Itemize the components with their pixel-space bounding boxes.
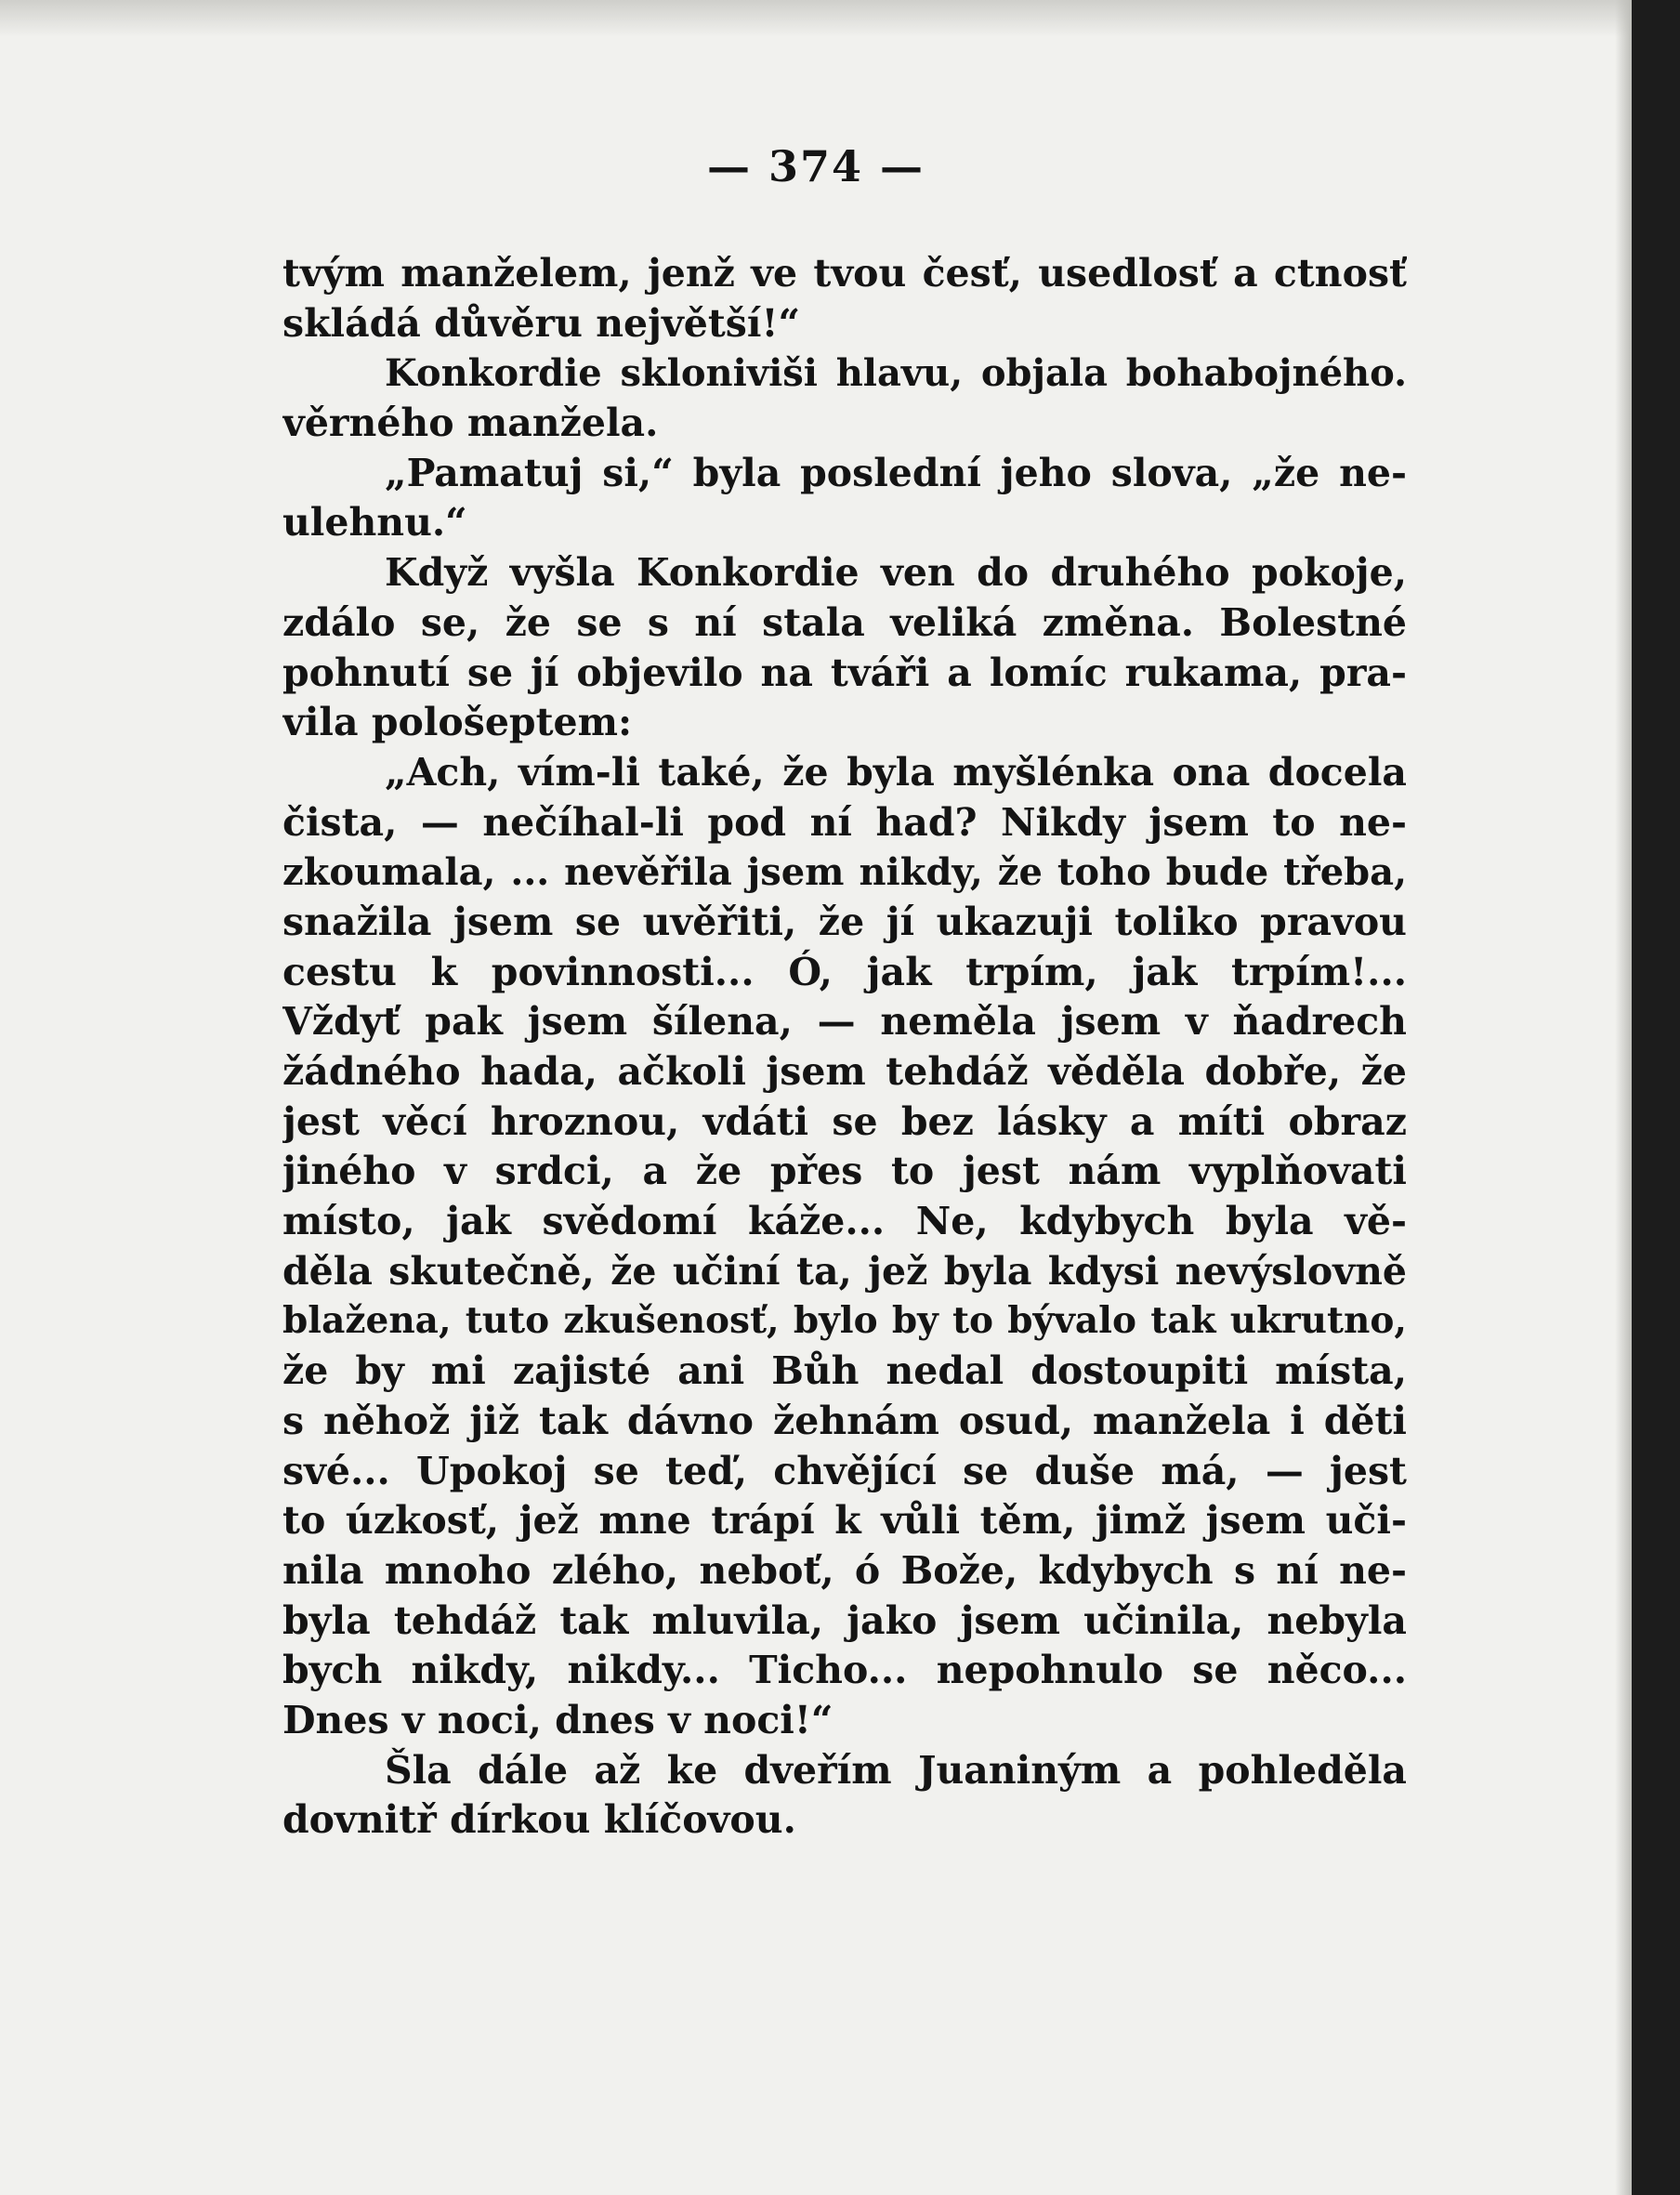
text-line: pohnutí se jí objevilo na tváři a lomíc rukama, pra- xyxy=(282,650,1407,695)
text-line: Šla dále až ke dveřím Juaniným a pohleděla xyxy=(385,1747,1407,1793)
text-line: byla tehdáž tak mluvila, jako jsem učinila, nebyla xyxy=(282,1597,1407,1643)
text-line: jiného v srdci, a že přes to jest nám vyplňovati xyxy=(282,1149,1407,1194)
text-line: tvým manželem, jenž ve tvou česť, usedlosť a ctnosť xyxy=(282,251,1407,296)
text-line: že by mi zajisté ani Bůh nedal dostoupiti místa, xyxy=(282,1348,1407,1394)
text-line: Konkordie skloniviši hlavu, objala bohabojného. xyxy=(385,351,1407,396)
text-line: věrného manžela. xyxy=(282,401,659,446)
scan-edge-shadow xyxy=(1615,0,1632,2195)
text-line: snažila jsem se uvěřiti, že jí ukazuji toliko pravou xyxy=(282,899,1407,944)
text-line: cestu k povinnosti... Ó, jak trpím, jak trpím!... xyxy=(282,949,1407,994)
text-line: to úzkosť, jež mne trápí k vůli těm, jimž jsem uči- xyxy=(282,1498,1407,1544)
text-line: jest věcí hroznou, vdáti se bez lásky a míti obraz xyxy=(282,1098,1407,1144)
scan-edge-top xyxy=(0,0,1680,37)
text-line: zkoumala, ... nevěřila jsem nikdy, že toho bude třeba, xyxy=(282,850,1407,895)
text-line: bych nikdy, nikdy... Ticho... nepohnulo se něco... xyxy=(282,1648,1407,1693)
text-line: blažena, tuto zkušenosť, bylo by to bývalo tak ukrutno, xyxy=(282,1299,1407,1343)
text-line: s něhož již tak dávno žehnám osud, manžela i děti xyxy=(282,1398,1407,1443)
text-line: děla skutečně, že učiní ta, jež byla kdysi nevýslovně xyxy=(282,1248,1407,1294)
text-line: Když vyšla Konkordie ven do druhého pokoje, xyxy=(385,550,1407,596)
text-line: žádného hada, ačkoli jsem tehdáž věděla dobře, že xyxy=(282,1049,1407,1094)
text-line: čista, — nečíhal-li pod ní had? Nikdy jsem to ne- xyxy=(282,799,1407,845)
text-line: své... Upokoj se teď, chvějící se duše má, — jest xyxy=(282,1448,1407,1493)
text-line: místo, jak svědomí káže... Ne, kdybych byla vě- xyxy=(282,1199,1407,1244)
page-number: — 374 — xyxy=(706,141,925,191)
text-line: „Ach, vím-li také, že byla myšlénka ona docela xyxy=(385,749,1407,795)
text-line: vila pološeptem: xyxy=(282,700,633,745)
scan-edge-right xyxy=(1632,0,1680,2195)
text-line: Dnes v noci, dnes v noci!“ xyxy=(282,1697,833,1742)
body-text xyxy=(282,249,1407,1846)
text-line: Vždyť pak jsem šílena, — neměla jsem v ňadrech xyxy=(282,999,1407,1045)
text-line: zdálo se, že se s ní stala veliká změna. Bolestné xyxy=(282,599,1407,645)
text-line: ulehnu.“ xyxy=(282,500,467,545)
text-line: nila mnoho zlého, neboť, ó Bože, kdybych s ní ne- xyxy=(282,1547,1407,1593)
text-line: „Pamatuj si,“ byla poslední jeho slova, „že ne- xyxy=(385,450,1407,495)
text-line: skládá důvěru největší!“ xyxy=(282,300,801,346)
text-line: dovnitř dírkou klíčovou. xyxy=(282,1797,796,1843)
